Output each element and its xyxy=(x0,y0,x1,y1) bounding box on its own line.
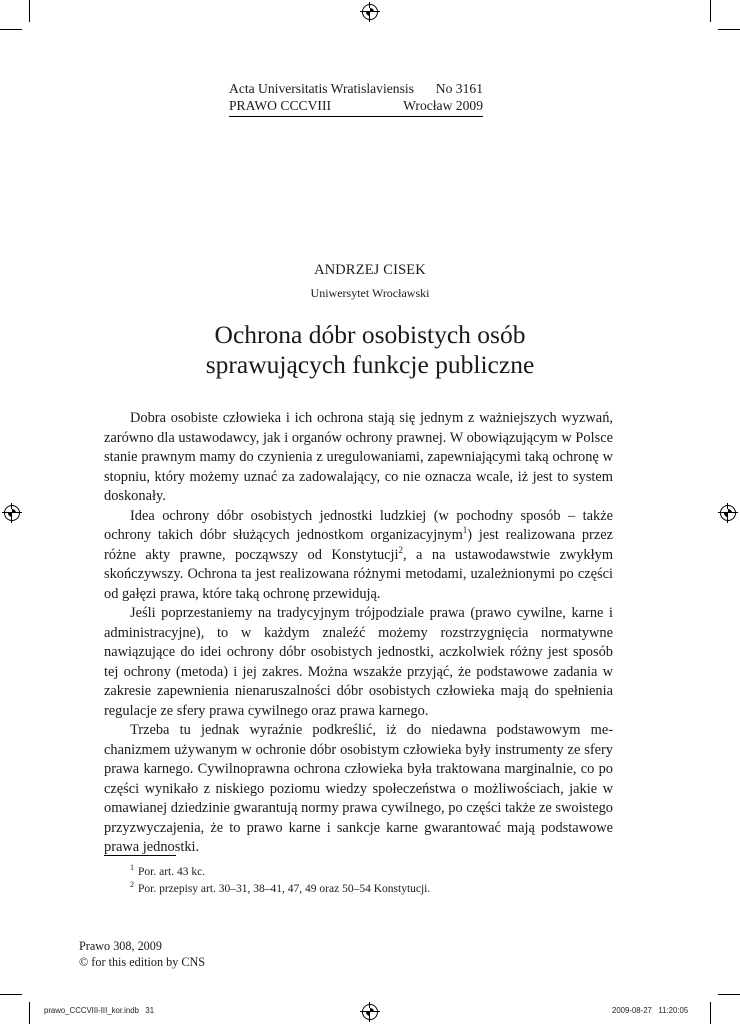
registration-mark-top-icon xyxy=(362,4,378,20)
crop-mark-top-left xyxy=(29,0,30,22)
crop-mark-bottom-right-h xyxy=(718,994,740,995)
registration-mark-left-icon xyxy=(4,505,20,521)
title-line-1: Ochrona dóbr osobistych osób xyxy=(214,320,526,349)
crop-mark-bottom-right xyxy=(710,1002,711,1024)
paragraph-2-part-b: ) jest realizowana przez różne akty prawne, począwszy od Konstytucji xyxy=(104,527,613,563)
footnote-ref-2[interactable]: 2 xyxy=(398,544,404,555)
slug-timestamp: 2009-08-27 11:20:05 xyxy=(612,1006,689,1015)
footnote-ref-1[interactable]: 1 xyxy=(462,525,468,536)
journal-header xyxy=(229,80,483,117)
author-name: ANDRZEJ CISEK xyxy=(314,262,426,278)
paragraph-3: Jeśli poprzestaniemy na tradycyjnym trójpodziale prawa (prawo cywilne, karne i administracyjne), to w każdym znaleźć możemy rozstrzygnięcia normatywne nawiązujące do idei ochrony dóbr osobistych jednostki, aczkolwiek różny jest sposób tej ochrony (metoda) i jej zakres. Można wszakże przyjąć, że podstawowe zadania w zakresie zapewnienia nienaruszalności dóbr osobistych człowieka mają do spełnienia regulacje ze sfery prawa cywilnego oraz prawa karnego. xyxy=(104,605,613,719)
crop-mark-top-right xyxy=(710,0,711,22)
slug-filename: prawo_CCCVIII-III_kor.indb 31 xyxy=(44,1006,155,1015)
header-rule xyxy=(229,116,483,117)
footnote-2-text: Por. przepisy art. 30–31, 38–41, 47, 49 oraz 50–54 Konstytucji. xyxy=(138,883,431,895)
paragraph-2 xyxy=(104,507,613,605)
footnote-2 xyxy=(130,881,430,898)
footnote-rule xyxy=(104,855,176,856)
footnote-1 xyxy=(130,864,430,881)
article-body xyxy=(104,409,613,858)
paragraph-2-part-a: Idea ochrony dóbr osobistych jednostki ludzkiej (w pochodny sposób – także ochrony takich dóbr służących jednostkom organizacyjnym xyxy=(104,507,613,543)
footnote-2-number: 2 xyxy=(130,880,134,890)
paragraph-1: Dobra osobiste człowieka i ich ochrona stają się jednym z ważniejszych wyzwań, zarówno dla ustawodawcy, jak i organów ochrony prawnej. W obowiązującym w Polsce stanie prawnym mamy do czynienia z uregulowaniami, zapewniającymi taką ochronę w stopniu, który możemy uznać za zadowalający, co nie oznacza wcale, iż jest to system doskonały. xyxy=(104,410,613,504)
article-title xyxy=(0,320,740,380)
journal-place-year: Wrocław 2009 xyxy=(403,98,483,113)
registration-mark-bottom-icon xyxy=(362,1004,378,1020)
crop-mark-bottom-left-h xyxy=(0,994,22,995)
crop-mark-top-right-h xyxy=(718,29,740,30)
edition-line-1: Prawo 308, 2009 xyxy=(79,939,162,953)
footnote-1-number: 1 xyxy=(130,863,134,873)
registration-mark-right-icon xyxy=(720,505,736,521)
crop-mark-top-left-h xyxy=(0,29,22,30)
journal-name: Acta Universitatis Wratislaviensis xyxy=(229,81,414,96)
journal-series: PRAWO CCCVIII xyxy=(229,98,331,113)
footnote-1-text: Por. art. 43 kc. xyxy=(138,866,206,878)
paragraph-4: Trzeba tu jednak wyraźnie podkreślić, iż do niedawna podstawowym mechanizmem używanym w ochronie dóbr osobistym człowieka były instrumenty ze sfery prawa karnego. Cywilnoprawna ochrona człowieka była traktowana marginalnie, co po części wynikało z niskiego poziomu wiedzy społeczeństwa o możliwościach, jakie w omawianej dziedzinie gwarantują normy prawa cywilnego, po części także ze swoistego przyzwyczajenia, że to prawo karne i sankcje karne gwarantować mają podstawowe prawa jednostki. xyxy=(104,722,613,855)
title-line-2: sprawujących funkcje publiczne xyxy=(205,350,535,379)
footnotes xyxy=(130,864,430,898)
journal-number: No 3161 xyxy=(435,81,483,96)
edition-line-2: © for this edition by CNS xyxy=(79,955,206,969)
paragraph-2-part-c: , a na ustawodawstwie zwykłym skończywszy. Ochrona ta jest realizowana różnymi metodami, uzależnionymi po części od gałęzi prawa, które taką ochronę przewidują. xyxy=(104,546,614,602)
author-affiliation: Uniwersytet Wrocławski xyxy=(310,286,430,300)
edition-note xyxy=(79,938,205,970)
crop-mark-bottom-left xyxy=(29,1002,30,1024)
